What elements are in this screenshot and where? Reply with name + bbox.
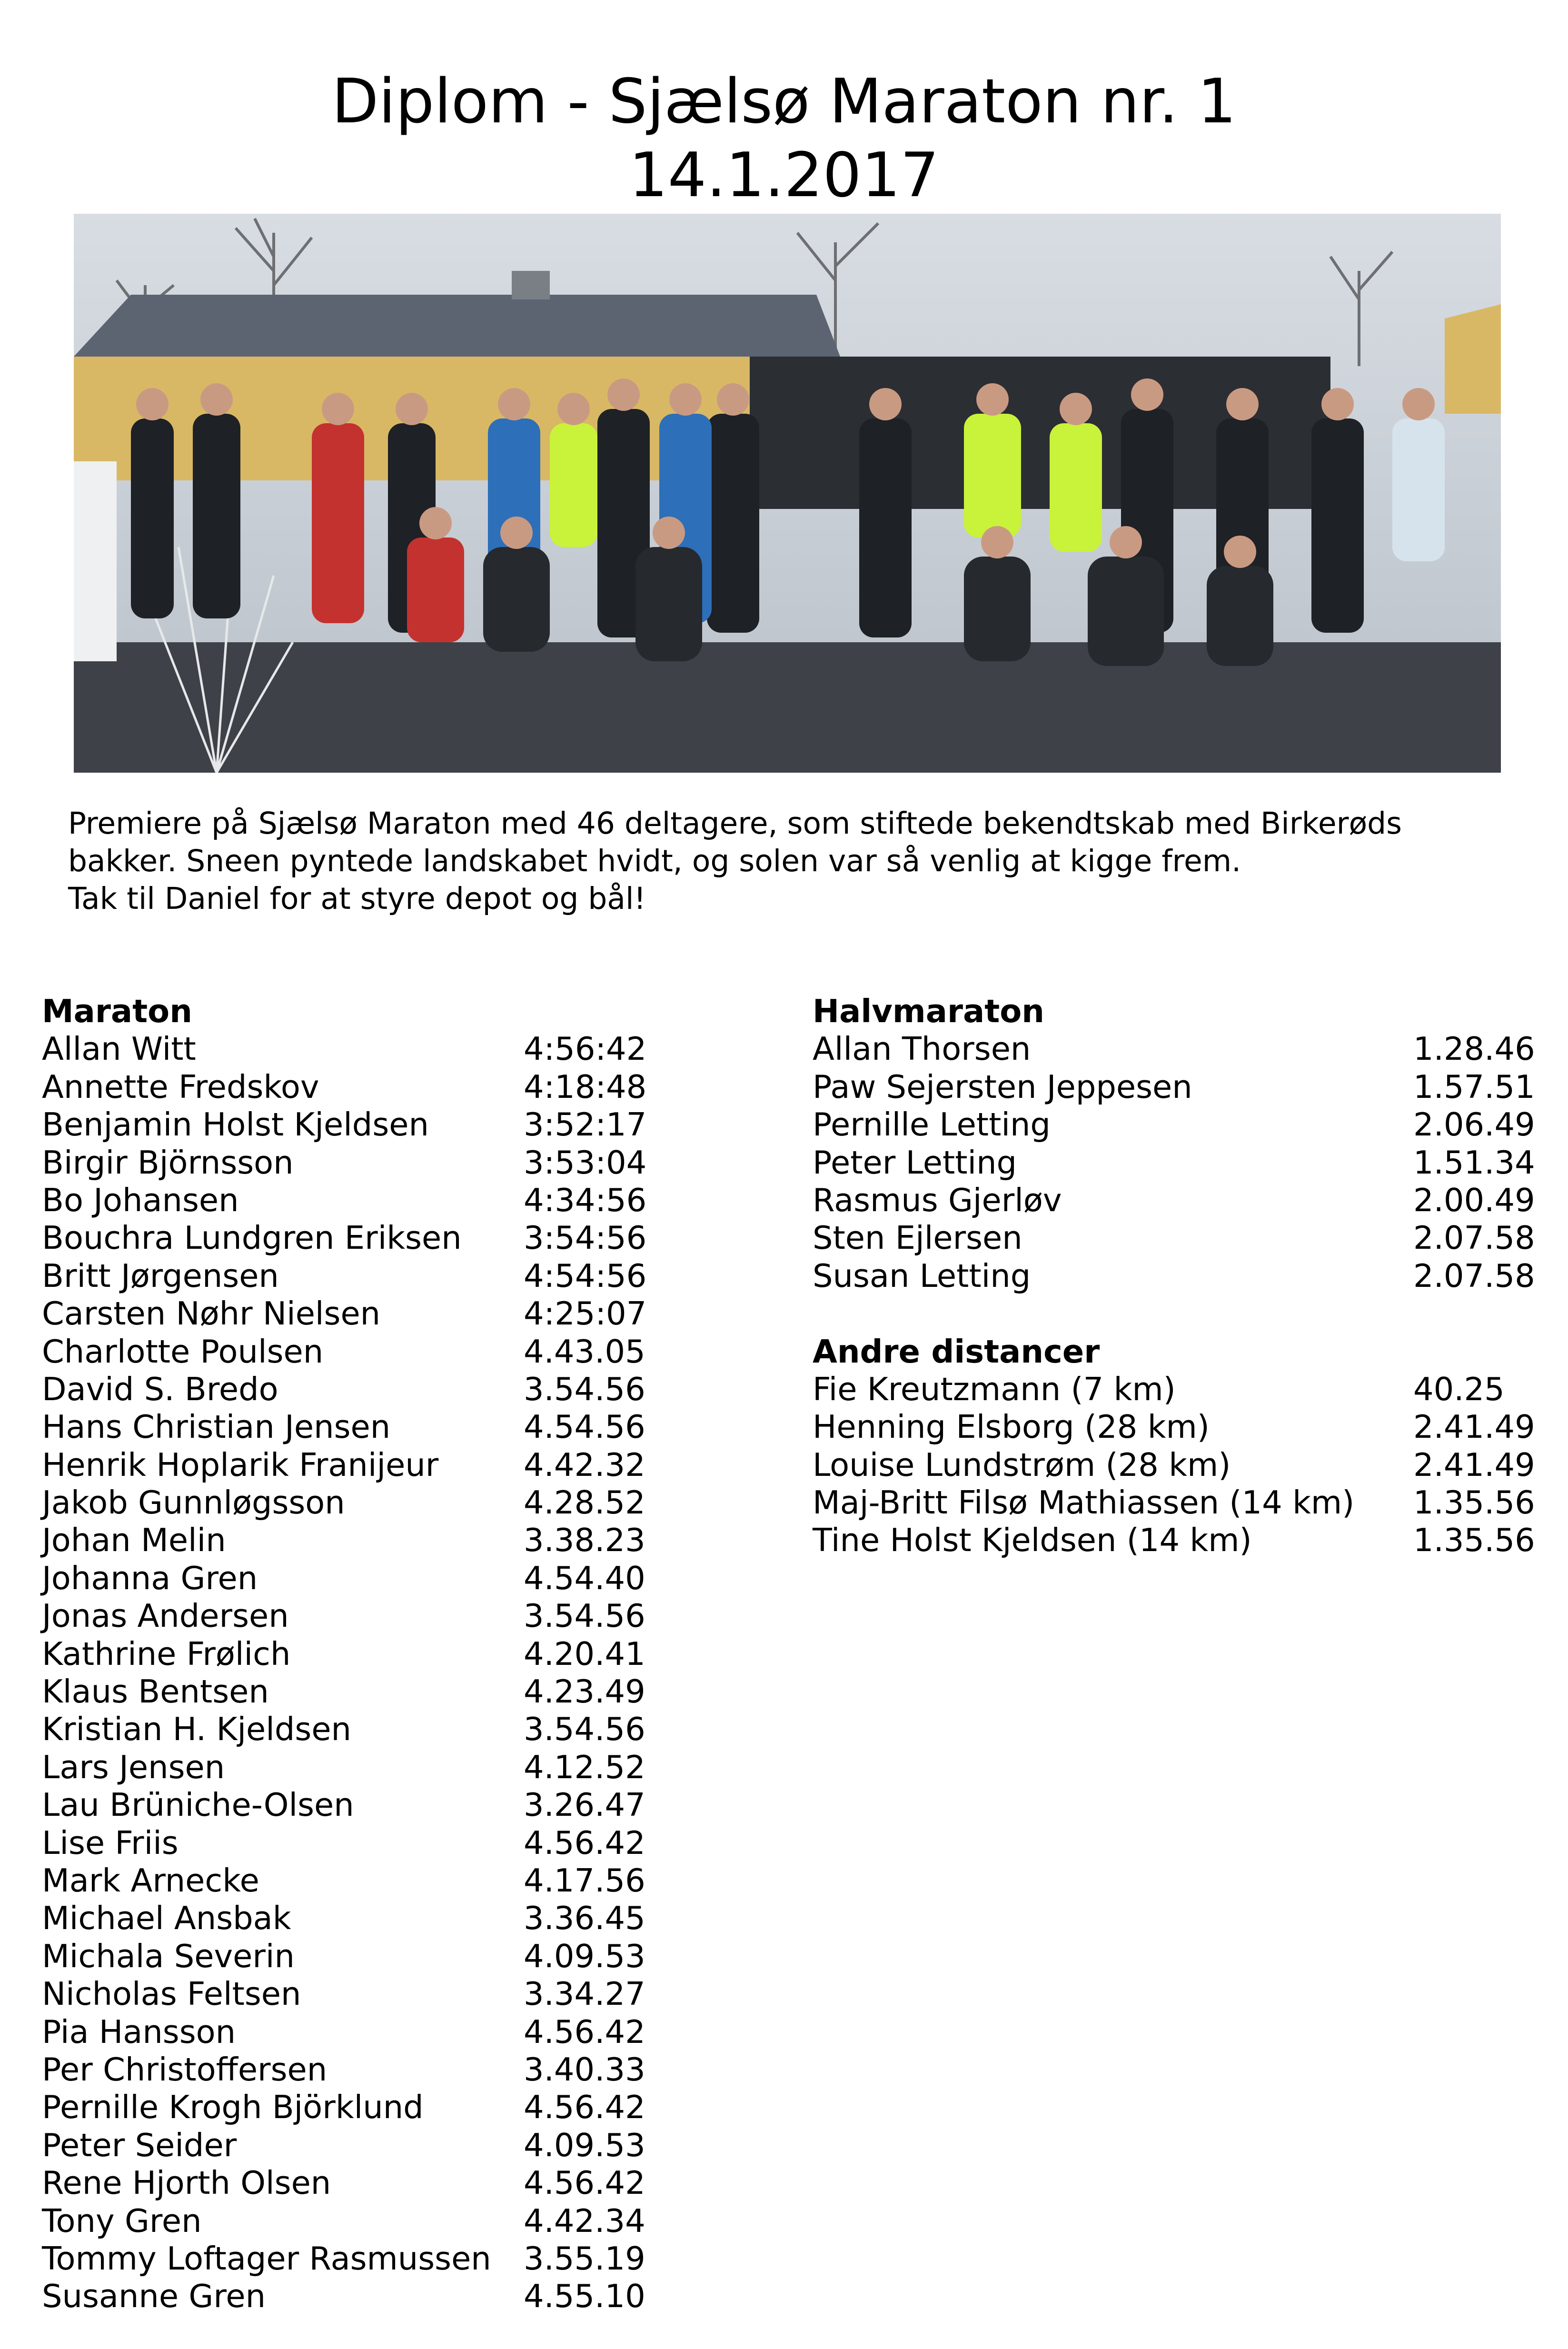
runner-name: Kathrine Frølich bbox=[42, 1635, 291, 1672]
finish-time: 1.35.56 bbox=[1413, 1522, 1535, 1559]
finish-time: 3:52:17 bbox=[524, 1106, 647, 1144]
runner-name: Hans Christian Jensen bbox=[42, 1408, 391, 1446]
result-row bbox=[42, 1257, 661, 1295]
intro-line: bakker. Sneen pyntede landskabet hvidt, og solen var så venlig at kigge frem. bbox=[68, 844, 1241, 878]
runner-name: Rasmus Gjerløv bbox=[813, 1181, 1062, 1219]
result-row bbox=[42, 2013, 661, 2051]
runner-name: Tine Holst Kjeldsen (14 km) bbox=[813, 1522, 1252, 1559]
group-photo-illustration bbox=[74, 214, 1501, 773]
finish-time: 2.06.49 bbox=[1413, 1106, 1535, 1144]
finish-time: 3.38.23 bbox=[524, 1522, 645, 1559]
runner-name: Maj-Britt Filsø Mathiassen (14 km) bbox=[813, 1484, 1355, 1522]
result-row bbox=[42, 1030, 661, 1068]
result-row bbox=[42, 2278, 661, 2315]
chimney bbox=[512, 271, 550, 299]
diploma-title: Diplom - Sjælsø Maraton nr. 1 bbox=[331, 66, 1237, 137]
finish-time: 4.17.56 bbox=[524, 1861, 645, 1899]
intro-text bbox=[68, 805, 1496, 917]
finish-time: 4.42.34 bbox=[524, 2202, 645, 2240]
result-row bbox=[42, 1900, 661, 1937]
finish-time: 4.54.40 bbox=[524, 1559, 645, 1597]
runner-name: Susanne Gren bbox=[42, 2278, 266, 2315]
runner-name: Peter Seider bbox=[42, 2126, 237, 2164]
result-row bbox=[813, 1484, 1536, 1522]
runner-name: Susan Letting bbox=[813, 1257, 1031, 1294]
runner-name: Carsten Nøhr Nielsen bbox=[42, 1295, 381, 1333]
result-row bbox=[42, 1786, 661, 1824]
result-row bbox=[813, 1068, 1536, 1106]
finish-time: 4.12.52 bbox=[524, 1748, 645, 1786]
runner-name: Jonas Andersen bbox=[42, 1597, 289, 1635]
result-row bbox=[42, 1522, 661, 1559]
result-row bbox=[42, 1484, 661, 1522]
runner-name: Bo Johansen bbox=[42, 1181, 239, 1219]
neighbour-house bbox=[1445, 304, 1501, 414]
runner-name: Nicholas Feltsen bbox=[42, 1975, 301, 2013]
finish-time: 4.56.42 bbox=[524, 2013, 645, 2050]
result-row bbox=[42, 2051, 661, 2089]
half-marathon-heading: Halvmaraton bbox=[813, 993, 1044, 1030]
result-row bbox=[42, 1673, 661, 1711]
runner-name: Rene Hjorth Olsen bbox=[42, 2164, 331, 2202]
finish-time: 2.07.58 bbox=[1413, 1219, 1535, 1257]
finish-time: 4.09.53 bbox=[524, 1937, 645, 1975]
finish-time: 3.34.27 bbox=[524, 1975, 645, 2013]
result-row bbox=[42, 1182, 661, 1219]
result-row bbox=[42, 1068, 661, 1106]
finish-time: 3.40.33 bbox=[524, 2050, 645, 2088]
marathon-heading: Maraton bbox=[42, 993, 192, 1030]
intro-line: Premiere på Sjælsø Maraton med 46 deltagere, som stiftede bekendtskab med Birkerøds bbox=[68, 806, 1402, 841]
result-row bbox=[813, 1446, 1536, 1484]
result-row bbox=[42, 1408, 661, 1446]
finish-time: 4:25:07 bbox=[524, 1295, 647, 1333]
finish-time: 3.54.56 bbox=[524, 1370, 645, 1408]
runner-name: Per Christoffersen bbox=[42, 2050, 327, 2088]
result-row bbox=[813, 1182, 1536, 1219]
finish-time: 4.23.49 bbox=[524, 1673, 645, 1711]
result-row bbox=[42, 2164, 661, 2202]
runner-name: Fie Kreutzmann (7 km) bbox=[813, 1370, 1176, 1408]
section-gap bbox=[813, 1295, 1536, 1333]
finish-time: 3.26.47 bbox=[524, 1786, 645, 1824]
result-row bbox=[813, 1030, 1536, 1068]
runner-name: Allan Thorsen bbox=[813, 1030, 1031, 1068]
runner-name: Allan Witt bbox=[42, 1030, 196, 1068]
finish-time: 4.55.10 bbox=[524, 2278, 645, 2315]
runner-name: Bouchra Lundgren Eriksen bbox=[42, 1219, 462, 1257]
finish-time: 4.56.42 bbox=[524, 1824, 645, 1861]
finish-time: 4.56.42 bbox=[524, 2164, 645, 2202]
other-distances-heading: Andre distancer bbox=[813, 1333, 1100, 1370]
result-row bbox=[42, 1219, 661, 1257]
road bbox=[74, 642, 1501, 773]
result-row bbox=[42, 2240, 661, 2278]
race-date: 14.1.2017 bbox=[629, 140, 939, 211]
result-row bbox=[42, 1446, 661, 1484]
result-row bbox=[42, 1711, 661, 1748]
result-row bbox=[42, 1824, 661, 1862]
runner-name: Tony Gren bbox=[42, 2202, 202, 2240]
runner-name: Tommy Loftager Rasmussen bbox=[42, 2240, 491, 2277]
runner-name: Johan Melin bbox=[42, 1522, 226, 1559]
result-row bbox=[42, 1295, 661, 1333]
parked-car bbox=[74, 461, 117, 661]
finish-time: 4.20.41 bbox=[524, 1635, 645, 1672]
result-row bbox=[42, 1975, 661, 2013]
runner-name: Henrik Hoplarik Franijeur bbox=[42, 1446, 439, 1483]
finish-time: 4.54.56 bbox=[524, 1408, 645, 1446]
runner-name: Paw Sejersten Jeppesen bbox=[813, 1068, 1192, 1105]
finish-time: 4.42.32 bbox=[524, 1446, 645, 1483]
group-photo bbox=[74, 214, 1501, 773]
runner-name: Birgir Björnsson bbox=[42, 1144, 294, 1181]
house-roof bbox=[74, 295, 840, 357]
result-row bbox=[813, 1219, 1536, 1257]
runner-name: Benjamin Holst Kjeldsen bbox=[42, 1106, 429, 1144]
finish-time: 4:54:56 bbox=[524, 1257, 647, 1294]
finish-time: 4.09.53 bbox=[524, 2126, 645, 2164]
intro-line: Tak til Daniel for at styre depot og bål! bbox=[68, 881, 646, 916]
result-row bbox=[42, 1862, 661, 1900]
runner-name: Pernille Letting bbox=[813, 1106, 1051, 1144]
result-row bbox=[42, 1144, 661, 1182]
runner-name: Lars Jensen bbox=[42, 1748, 225, 1786]
runner-name: Klaus Bentsen bbox=[42, 1673, 269, 1711]
runner-name: Johanna Gren bbox=[42, 1559, 258, 1597]
result-row bbox=[42, 1371, 661, 1408]
runner-name: Sten Ejlersen bbox=[813, 1219, 1022, 1257]
result-row bbox=[813, 1144, 1536, 1182]
finish-time: 4.28.52 bbox=[524, 1484, 645, 1522]
finish-time: 1.57.51 bbox=[1413, 1068, 1535, 1105]
finish-time: 1.51.34 bbox=[1413, 1144, 1535, 1181]
finish-time: 1.35.56 bbox=[1413, 1484, 1535, 1522]
result-row bbox=[42, 1560, 661, 1597]
finish-time: 40.25 bbox=[1413, 1370, 1505, 1408]
result-row bbox=[42, 1106, 661, 1144]
runner-name: Louise Lundstrøm (28 km) bbox=[813, 1446, 1231, 1483]
finish-time: 2.41.49 bbox=[1413, 1446, 1535, 1483]
runner-name: Pia Hansson bbox=[42, 2013, 236, 2050]
result-row bbox=[42, 1635, 661, 1673]
result-row bbox=[813, 1106, 1536, 1144]
runner-name: Charlotte Poulsen bbox=[42, 1333, 324, 1370]
result-row bbox=[42, 2089, 661, 2126]
finish-time: 4:56:42 bbox=[524, 1030, 647, 1068]
finish-time: 4.43.05 bbox=[524, 1333, 645, 1370]
marathon-results bbox=[42, 993, 661, 2316]
result-row bbox=[42, 1749, 661, 1786]
finish-time: 3:54:56 bbox=[524, 1219, 647, 1257]
finish-time: 3.54.56 bbox=[524, 1711, 645, 1748]
finish-time: 2.41.49 bbox=[1413, 1408, 1535, 1446]
runner-name: Jakob Gunnløgsson bbox=[42, 1484, 345, 1522]
runner-name: Lau Brüniche-Olsen bbox=[42, 1786, 354, 1824]
result-row bbox=[813, 1408, 1536, 1446]
runner-name: Michael Ansbak bbox=[42, 1900, 291, 1937]
result-row bbox=[813, 1522, 1536, 1559]
other-results bbox=[813, 993, 1536, 1560]
result-row bbox=[42, 1333, 661, 1371]
finish-time: 2.07.58 bbox=[1413, 1257, 1535, 1294]
runner-name: Henning Elsborg (28 km) bbox=[813, 1408, 1210, 1446]
runner-name: Lise Friis bbox=[42, 1824, 179, 1861]
runner-name: David S. Bredo bbox=[42, 1370, 278, 1408]
finish-time: 3.55.19 bbox=[524, 2240, 645, 2277]
result-row bbox=[42, 2127, 661, 2164]
result-row bbox=[813, 1371, 1536, 1408]
finish-time: 3.36.45 bbox=[524, 1900, 645, 1937]
finish-time: 3.54.56 bbox=[524, 1597, 645, 1635]
result-row bbox=[42, 1938, 661, 1975]
runner-name: Pernille Krogh Björklund bbox=[42, 2089, 424, 2126]
finish-time: 4.56.42 bbox=[524, 2089, 645, 2126]
finish-time: 3:53:04 bbox=[524, 1144, 647, 1181]
runner-name: Mark Arnecke bbox=[42, 1861, 259, 1899]
finish-time: 1.28.46 bbox=[1413, 1030, 1535, 1068]
runner-name: Peter Letting bbox=[813, 1144, 1017, 1181]
runner-name: Michala Severin bbox=[42, 1937, 295, 1975]
finish-time: 4:18:48 bbox=[524, 1068, 647, 1105]
result-row bbox=[42, 1597, 661, 1635]
runner-name: Annette Fredskov bbox=[42, 1068, 319, 1105]
runner-name: Britt Jørgensen bbox=[42, 1257, 279, 1294]
runner-name: Kristian H. Kjeldsen bbox=[42, 1711, 352, 1748]
finish-time: 4:34:56 bbox=[524, 1181, 647, 1219]
result-row bbox=[42, 2202, 661, 2240]
result-row bbox=[813, 1257, 1536, 1295]
finish-time: 2.00.49 bbox=[1413, 1181, 1535, 1219]
